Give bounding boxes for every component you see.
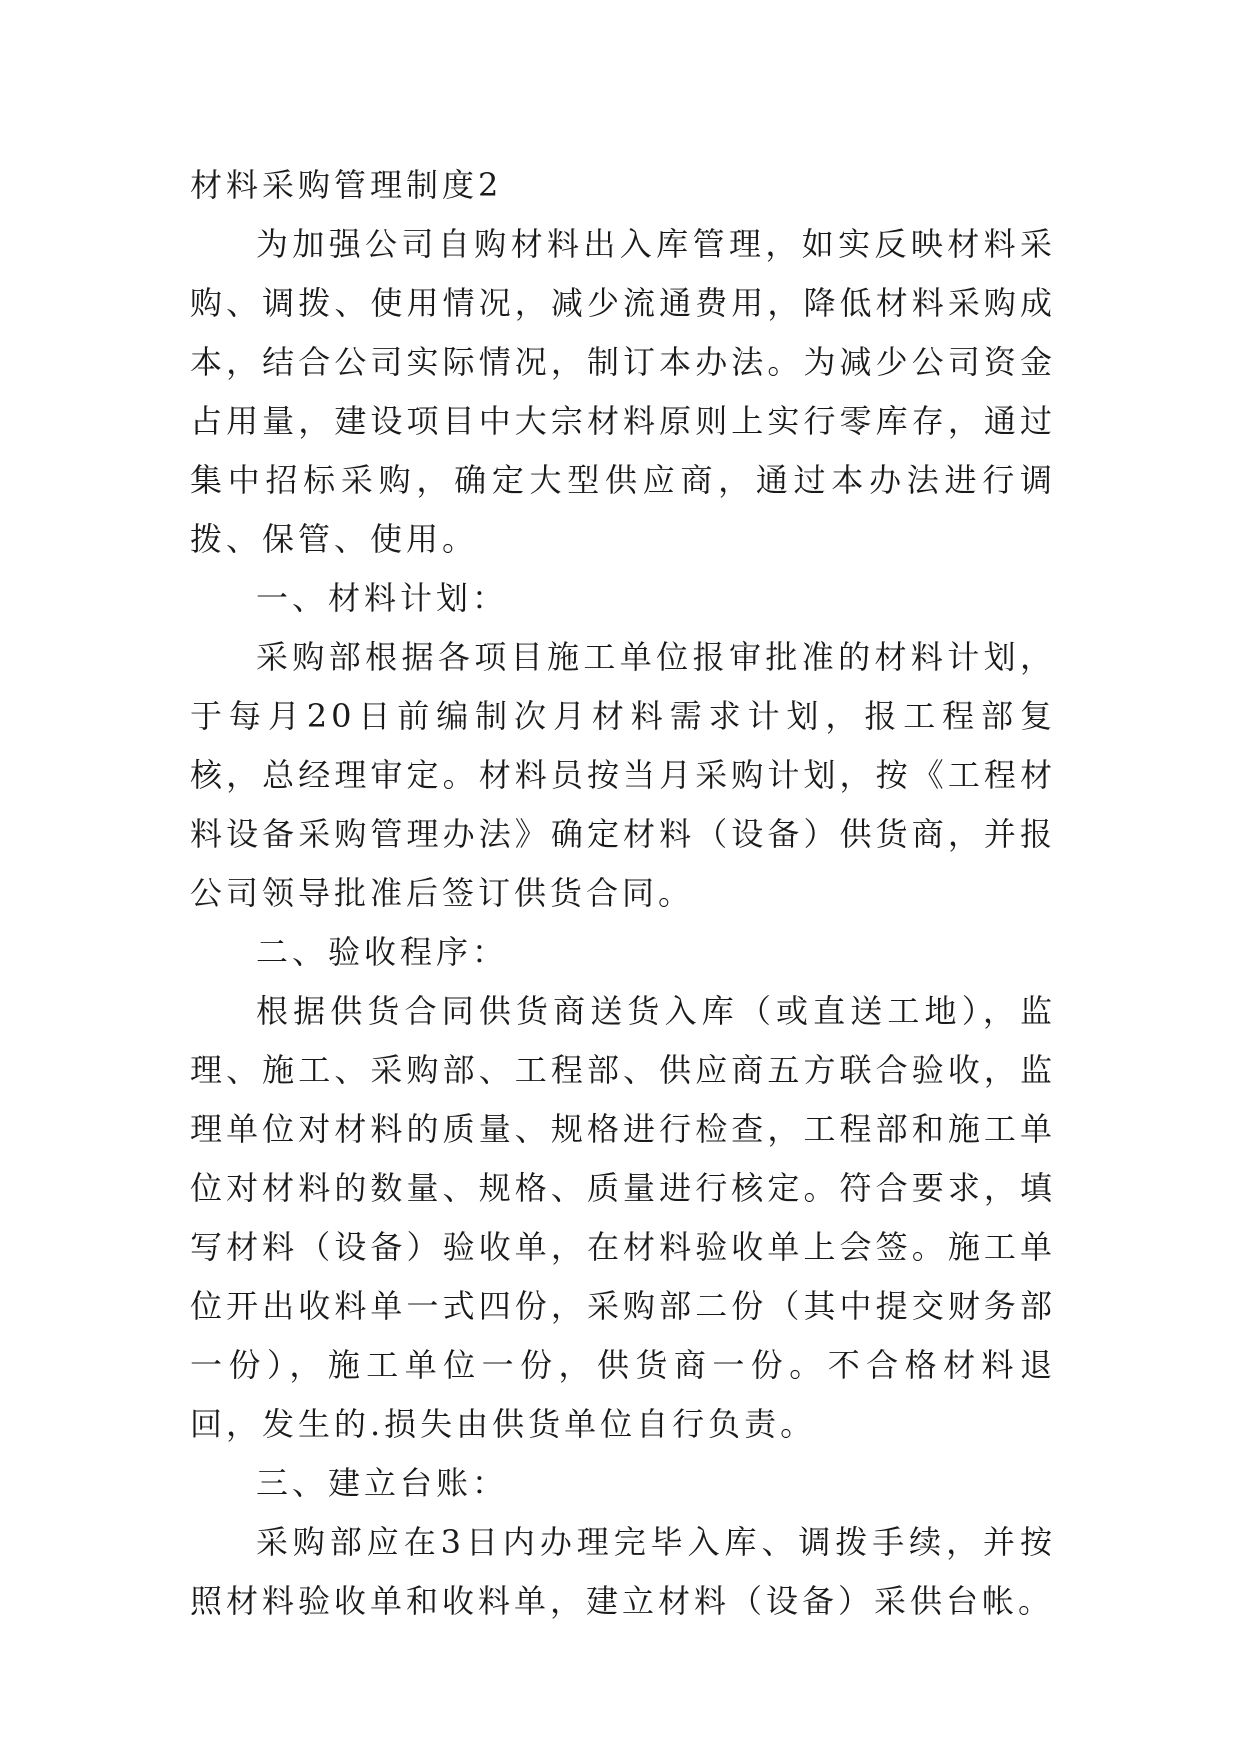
document-body [190,156,1056,1631]
intro-paragraph: 为加强公司自购材料出入库管理，如实反映材料采购、调拨、使用情况，减少流通费用，降低材料采购成本，结合公司实际情况，制订本办法。为减少公司资金占用量，建设项目中大宗材料原则上实行零库存，通过集中招标采购，确定大型供应商，通过本办法进行调拨、保管、使用。 [190,225,1056,558]
section-heading-acceptance-procedure: 二、验收程序： [256,933,509,971]
section-heading-ledger: 三、建立台账： [256,1464,509,1502]
section-body-ledger: 采购部应在3日内办理完毕入库、调拨手续，并按照材料验收单和收料单，建立材料（设备）采供台帐。 [190,1523,1056,1620]
section-body-acceptance-procedure: 根据供货合同供货商送货入库（或直送工地），监理、施工、采购部、工程部、供应商五方联合验收，监理单位对材料的质量、规格进行检查，工程部和施工单位对材料的数量、规格、质量进行核定。符合要求，填写材料（设备）验收单，在材料验收单上会签。施工单位开出收料单一式四份，采购部二份（其中提交财务部一份），施工单位一份，供货商一份。不合格材料退回，发生的.损失由供货单位自行负责。 [190,992,1056,1443]
section-heading-material-plan: 一、材料计划： [256,579,509,617]
section-body-material-plan: 采购部根据各项目施工单位报审批准的材料计划，于每月20日前编制次月材料需求计划，报工程部复核，总经理审定。材料员按当月采购计划，按《工程材料设备采购管理办法》确定材料（设备）供货商，并报公司领导批准后签订供货合同。 [190,638,1056,912]
document-title: 材料采购管理制度2 [190,166,503,204]
